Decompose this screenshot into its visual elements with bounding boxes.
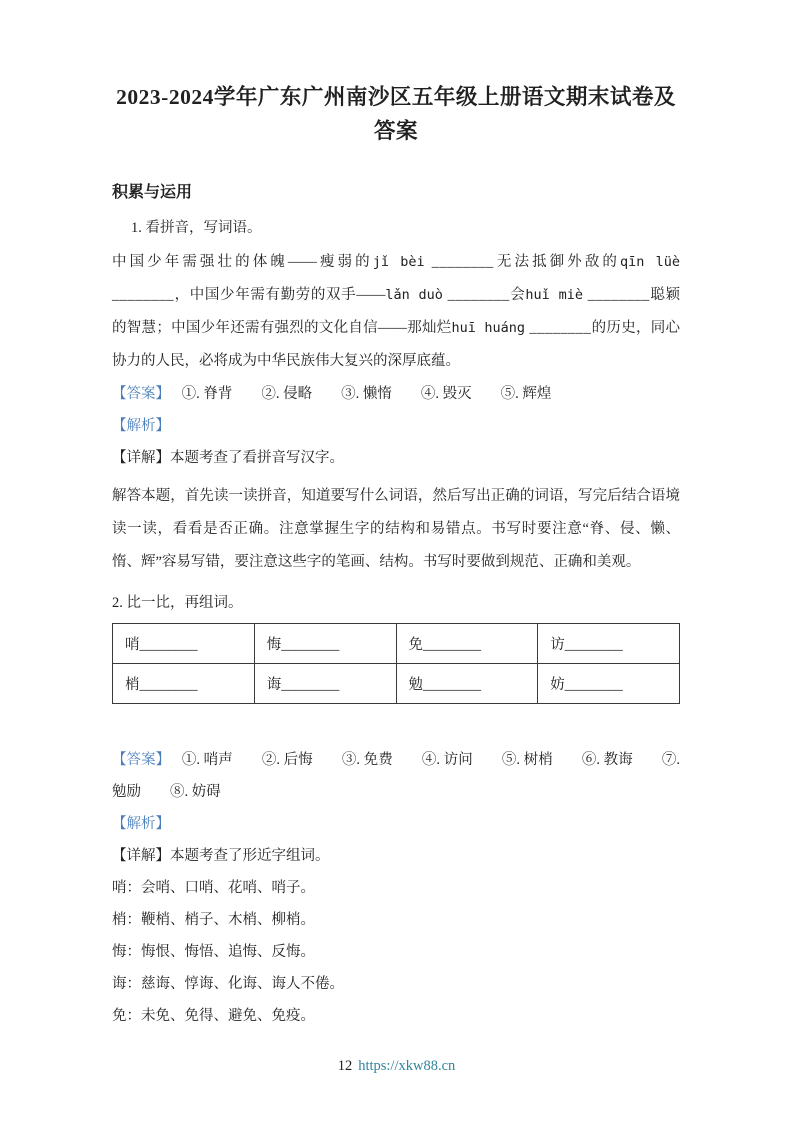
- text-run: 聪颖的智慧；中国少年还需有强烈的文化自信——那灿烂: [112, 287, 681, 336]
- question-1-answer-content: ①. 脊背 ②. 侵略 ③. 懒惰 ④. 毁灭 ⑤. 辉煌: [181, 386, 552, 402]
- word-table: [112, 623, 680, 704]
- answer-blank: ________: [442, 287, 510, 303]
- answer-blank: ________: [524, 320, 592, 336]
- question-1-answer-line: [112, 378, 680, 410]
- text-run: 的历史，同心协力的人民，必将成为中华民族伟大复兴的深厚底蕴。: [112, 320, 681, 369]
- table-cell: 诲________: [254, 664, 396, 704]
- title-line-2: 答案: [373, 119, 418, 143]
- answer-label: 【答案】: [112, 386, 170, 402]
- table-row: [113, 624, 680, 664]
- answer-blank: ________: [582, 287, 650, 303]
- word-line-hui2: 诲：慈诲、惇诲、化诲、诲人不倦。: [112, 976, 344, 992]
- page-number: 12: [337, 1058, 353, 1074]
- text-run: ，中国少年需有勤劳的双手——: [174, 287, 386, 303]
- question-1-prompt: 1. 看拼音，写词语。: [131, 220, 262, 236]
- table-cell: 免________: [396, 624, 538, 664]
- question-1-passage: [112, 246, 680, 378]
- pinyin-run: jǐ bèi: [372, 254, 425, 270]
- question-2-prompt: 2. 比一比，再组词。: [112, 595, 243, 611]
- footer-link[interactable]: https://xkw88.cn: [358, 1058, 456, 1074]
- table-cell: 访________: [538, 624, 680, 664]
- word-line-shao1: 哨：会哨、口哨、花哨、哨子。: [112, 880, 315, 896]
- question-1-analysis-line: [112, 410, 680, 442]
- word-line-hui: 悔：悔恨、悔悟、追悔、反悔。: [112, 944, 315, 960]
- question-2-answer-line: [112, 744, 680, 808]
- table-cell: 妨________: [538, 664, 680, 704]
- text-run: 会: [509, 287, 526, 303]
- document-title: [112, 80, 680, 148]
- text-run: 中国少年需强壮的体魄——瘦弱的: [112, 254, 373, 270]
- question-2-analysis-line: [112, 808, 680, 840]
- answer-blank: ________: [112, 287, 174, 303]
- section-heading: 积累与运用: [112, 184, 193, 201]
- question-1-explanation: 解答本题，首先读一读拼音，知道要写什么词语，然后写出正确的词语，写完后结合语境读一读，看看是否正确。注意掌握生字的结构和易错点。书写时要注意“脊、侵、懒、惰、辉”容易写错，要注意这些字的笔画、结构。书写时要做到规范、正确和美观。: [112, 488, 680, 570]
- question-2-answer-content: ①. 哨声 ②. 后悔 ③. 免费 ④. 访问 ⑤. 树梢 ⑥. 教诲 ⑦. 勉励 ⑧. 妨碍: [112, 752, 681, 800]
- title-line-1: 2023-2024学年广东广州南沙区五年级上册语文期末试卷及: [116, 85, 676, 109]
- pinyin-run: huǐ miè: [525, 287, 583, 303]
- table-cell: 哨________: [113, 624, 255, 664]
- table-row: [113, 664, 680, 704]
- pinyin-run: qīn lüè: [620, 254, 680, 270]
- word-line-mian: 免：未免、免得、避免、免疫。: [112, 1008, 315, 1024]
- pinyin-run: lǎn duò: [385, 287, 443, 303]
- table-cell: 梢________: [113, 664, 255, 704]
- page-footer: [0, 1056, 793, 1076]
- question-1-detail: 【详解】本题考查了看拼音写汉字。: [112, 450, 344, 466]
- answer-blank: ________: [424, 254, 494, 270]
- analysis-label: 【解析】: [112, 816, 170, 832]
- table-cell: 勉________: [396, 664, 538, 704]
- table-cell: 悔________: [254, 624, 396, 664]
- word-line-shao2: 梢：鞭梢、梢子、木梢、柳梢。: [112, 912, 315, 928]
- question-2-detail: 【详解】本题考查了形近字组词。: [112, 848, 330, 864]
- text-run: 无法抵御外敌的: [493, 254, 621, 270]
- answer-label: 【答案】: [112, 752, 171, 768]
- analysis-label: 【解析】: [112, 418, 170, 434]
- pinyin-run: huī huáng: [451, 320, 525, 336]
